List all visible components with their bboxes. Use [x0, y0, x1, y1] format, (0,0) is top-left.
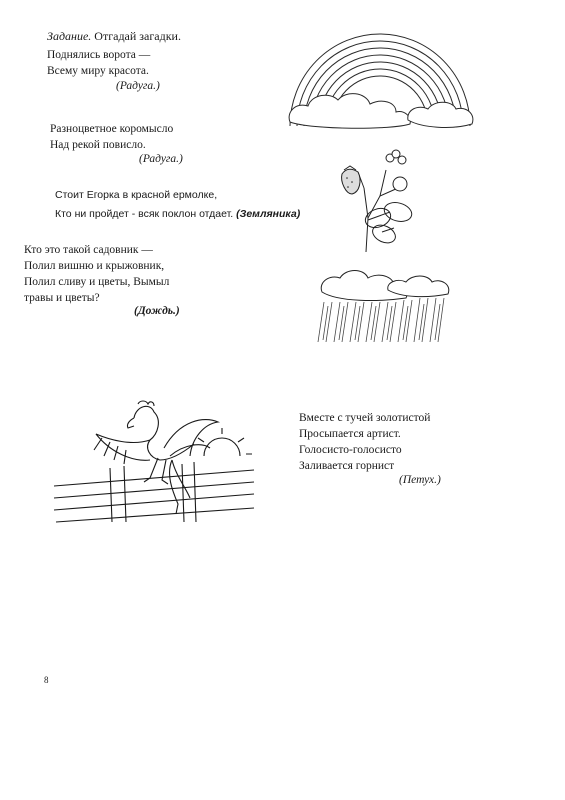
riddle-line: Стоит Егорка в красной ермолке, — [55, 189, 218, 201]
riddle-5 — [299, 410, 430, 474]
strawberry-illustration — [336, 148, 420, 252]
riddle-line: Заливается горнист — [299, 460, 395, 472]
answer-text: (Петух.) — [399, 474, 441, 486]
riddle-line: Полил вишню и крыжовник, — [24, 260, 165, 272]
riddle-2-answer — [139, 151, 183, 167]
riddle-2 — [50, 121, 173, 153]
page-number-text: 8 — [44, 675, 49, 685]
riddle-4 — [24, 242, 169, 306]
riddle-3-answer: (Земляника) — [236, 208, 301, 220]
riddle-1 — [47, 47, 150, 79]
riddle-line: травы и цветы? — [24, 292, 100, 304]
rooster-illustration — [54, 398, 254, 524]
riddle-line: Вместе с тучей золотистой — [299, 412, 431, 424]
riddle-line: Голосисто-голосисто — [299, 444, 402, 456]
riddle-line: Кто ни пройдет - всяк поклон отдает. — [55, 208, 234, 220]
answer-text: (Дождь.) — [134, 305, 180, 317]
riddle-line: Всему миру красота. — [47, 65, 149, 77]
riddle-line: Поднялись ворота — — [47, 49, 151, 61]
riddle-5-answer — [399, 472, 441, 488]
answer-text: (Радуга.) — [139, 153, 183, 165]
riddle-1-answer — [116, 78, 160, 94]
task-heading — [47, 28, 181, 44]
task-text: Отгадай загадки. — [91, 29, 181, 43]
riddle-line: Над рекой повисло. — [50, 139, 146, 151]
riddle-line: Разноцветное коромысло — [50, 123, 174, 135]
riddle-line: Кто это такой садовник — — [24, 244, 153, 256]
answer-text: (Радуга.) — [116, 80, 160, 92]
page-number — [44, 672, 49, 688]
riddle-line: Полил сливу и цветы, Вымыл — [24, 276, 170, 288]
riddle-line: Просыпается артист. — [299, 428, 401, 440]
riddle-4-answer — [134, 303, 180, 319]
rain-cloud-illustration — [318, 266, 468, 344]
rainbow-illustration — [282, 14, 477, 134]
riddle-3 — [55, 184, 300, 222]
task-label: Задание. — [47, 29, 92, 43]
